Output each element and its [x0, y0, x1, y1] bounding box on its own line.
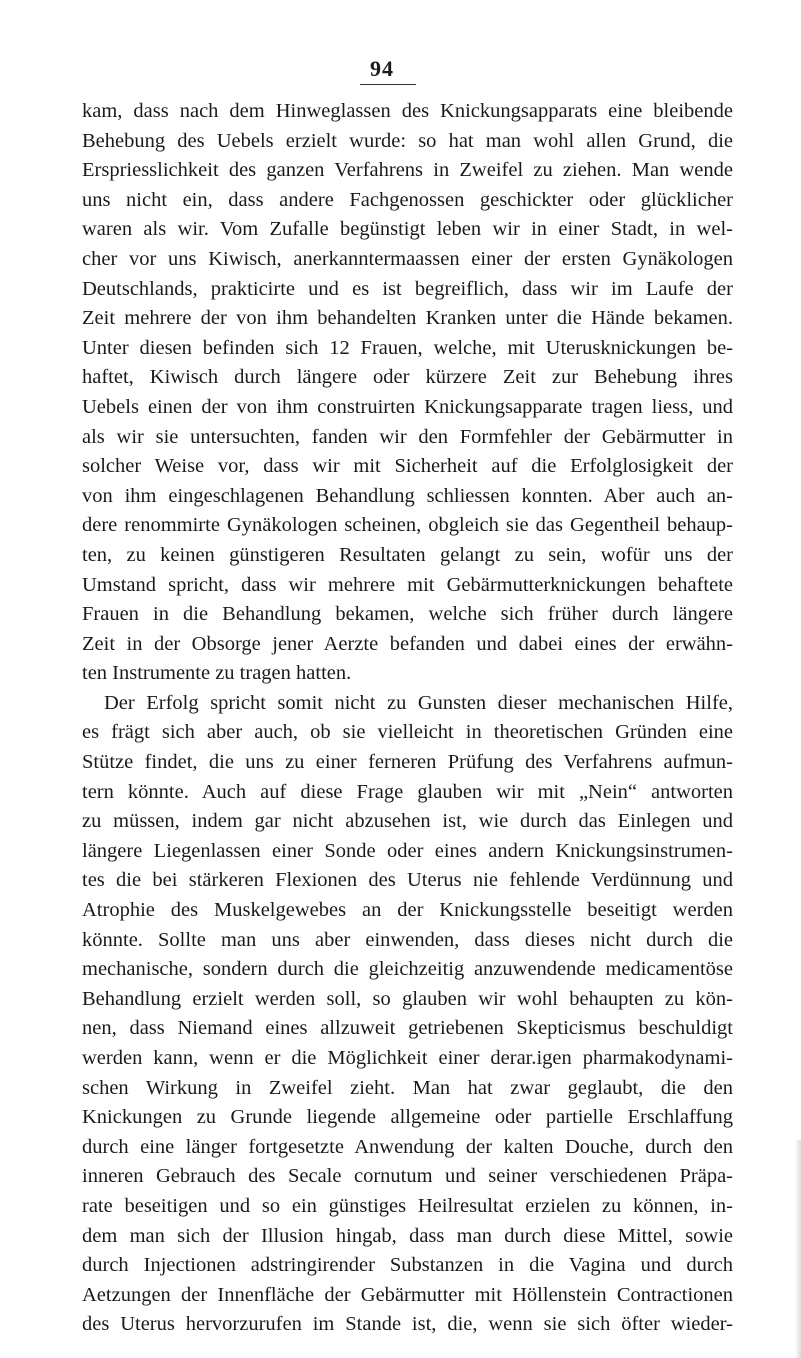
body-text	[82, 97, 733, 1340]
text-line: des Uterus hervorzurufen im Stande ist, die, wenn sie sich öfter wieder-	[82, 1313, 733, 1336]
text-line: längere Liegenlassen einer Sonde oder eines andern Knickungsinstrumen-	[82, 839, 733, 862]
text-line: dem man sich der Illusion hingab, dass man durch diese Mittel, sowie	[82, 1224, 733, 1247]
page-number-rule	[360, 84, 416, 85]
page-number: 94	[370, 56, 394, 81]
text-line: rate beseitigen und so ein günstiges Heilresultat erzielen zu können, in-	[82, 1194, 733, 1217]
text-line: Atrophie des Muskelgewebes an der Knickungsstelle beseitigt werden	[82, 899, 733, 922]
text-line: von ihm eingeschlagenen Behandlung schliessen konnten. Aber auch an-	[82, 484, 733, 507]
text-line: Erspriesslichkeit des ganzen Verfahrens in Zweifel zu ziehen. Man wende	[82, 159, 733, 182]
paragraph-2	[82, 689, 733, 1340]
text-line: Behandlung erzielt werden soll, so glauben wir wohl behaupten zu kön-	[82, 987, 733, 1010]
text-line: cher vor uns Kiwisch, anerkanntermaassen einer der ersten Gynäkologen	[82, 247, 733, 270]
text-line: Umstand spricht, dass wir mehrere mit Gebärmutterknickungen behaftete	[82, 573, 733, 596]
text-line: mechanische, sondern durch die gleichzeitig anzuwendende medicamentöse	[82, 958, 733, 981]
text-line: Knickungen zu Grunde liegende allgemeine oder partielle Erschlaffung	[82, 1106, 733, 1129]
text-line: Uebels einen der von ihm construirten Knickungsapparate tragen liess, und	[82, 395, 733, 418]
text-line: solcher Weise vor, dass wir mit Sicherheit auf die Erfolglosigkeit der	[82, 455, 733, 478]
text-line: uns nicht ein, dass andere Fachgenossen geschickter oder glücklicher	[82, 188, 733, 211]
text-line: inneren Gebrauch des Secale cornutum und seiner verschiedenen Präpa-	[82, 1165, 733, 1188]
text-line: ten, zu keinen günstigeren Resultaten gelangt zu sein, wofür uns der	[82, 543, 733, 566]
text-line: nen, dass Niemand eines allzuweit getriebenen Skepticismus beschuldigt	[82, 1017, 733, 1040]
text-line: Zeit mehrere der von ihm behandelten Kranken unter die Hände bekamen.	[82, 307, 733, 330]
text-line: Zeit in der Obsorge jener Aerzte befanden und dabei eines der erwähn-	[82, 632, 733, 655]
text-line: werden kann, wenn er die Möglichkeit einer derar.igen pharmakodynami-	[82, 1047, 733, 1069]
text-line: durch eine länger fortgesetzte Anwendung der kalten Douche, durch den	[82, 1135, 733, 1158]
text-line: tern könnte. Auch auf diese Frage glauben wir mit „Nein“ antworten	[82, 780, 733, 803]
text-line: ten Instrumente zu tragen hatten.	[82, 662, 352, 685]
text-line: haftet, Kiwisch durch längere oder kürzere Zeit zur Behebung ihres	[82, 366, 733, 389]
text-line: Stütze findet, die uns zu einer ferneren Prüfung des Verfahrens aufmun-	[82, 751, 733, 774]
text-line: Unter diesen befinden sich 12 Frauen, welche, mit Uterusknickungen be-	[82, 336, 733, 359]
text-line: könnte. Sollte man uns aber einwenden, dass dieses nicht durch die	[82, 928, 733, 951]
text-line: als wir sie untersuchten, fanden wir den Formfehler der Gebärmutter in	[82, 425, 733, 448]
text-line: waren als wir. Vom Zufalle begünstigt leben wir in einer Stadt, in wel-	[82, 218, 733, 241]
text-line: Der Erfolg spricht somit nicht zu Gunsten dieser mechanischen Hilfe,	[104, 691, 733, 714]
text-line: Aetzungen der Innenfläche der Gebärmutter mit Höllenstein Contractionen	[82, 1283, 733, 1306]
text-line: Behebung des Uebels erzielt wurde: so hat man wohl allen Grund, die	[82, 129, 733, 152]
text-line: dere renommirte Gynäkologen scheinen, obgleich sie das Gegentheil behaup-	[82, 514, 733, 537]
text-line: kam, dass nach dem Hinweglassen des Knickungsapparats eine bleibende	[82, 100, 733, 122]
text-line: schen Wirkung in Zweifel zieht. Man hat zwar geglaubt, die den	[82, 1076, 733, 1099]
scan-edge-shadow	[795, 1140, 801, 1358]
text-line: zu müssen, indem gar nicht abzusehen ist, wie durch das Einlegen und	[82, 810, 733, 833]
text-line: Frauen in die Behandlung bekamen, welche sich früher durch längere	[82, 603, 733, 626]
text-line: tes die bei stärkeren Flexionen des Uterus nie fehlende Verdünnung und	[82, 869, 733, 892]
text-line: durch Injectionen adstringirender Substanzen in die Vagina und durch	[82, 1254, 733, 1277]
text-line: Deutschlands, prakticirte und es ist begreiflich, dass wir im Laufe der	[82, 277, 733, 300]
paragraph-1	[82, 97, 733, 689]
text-line: es frägt sich aber auch, ob sie vielleicht in theoretischen Gründen eine	[82, 721, 733, 744]
